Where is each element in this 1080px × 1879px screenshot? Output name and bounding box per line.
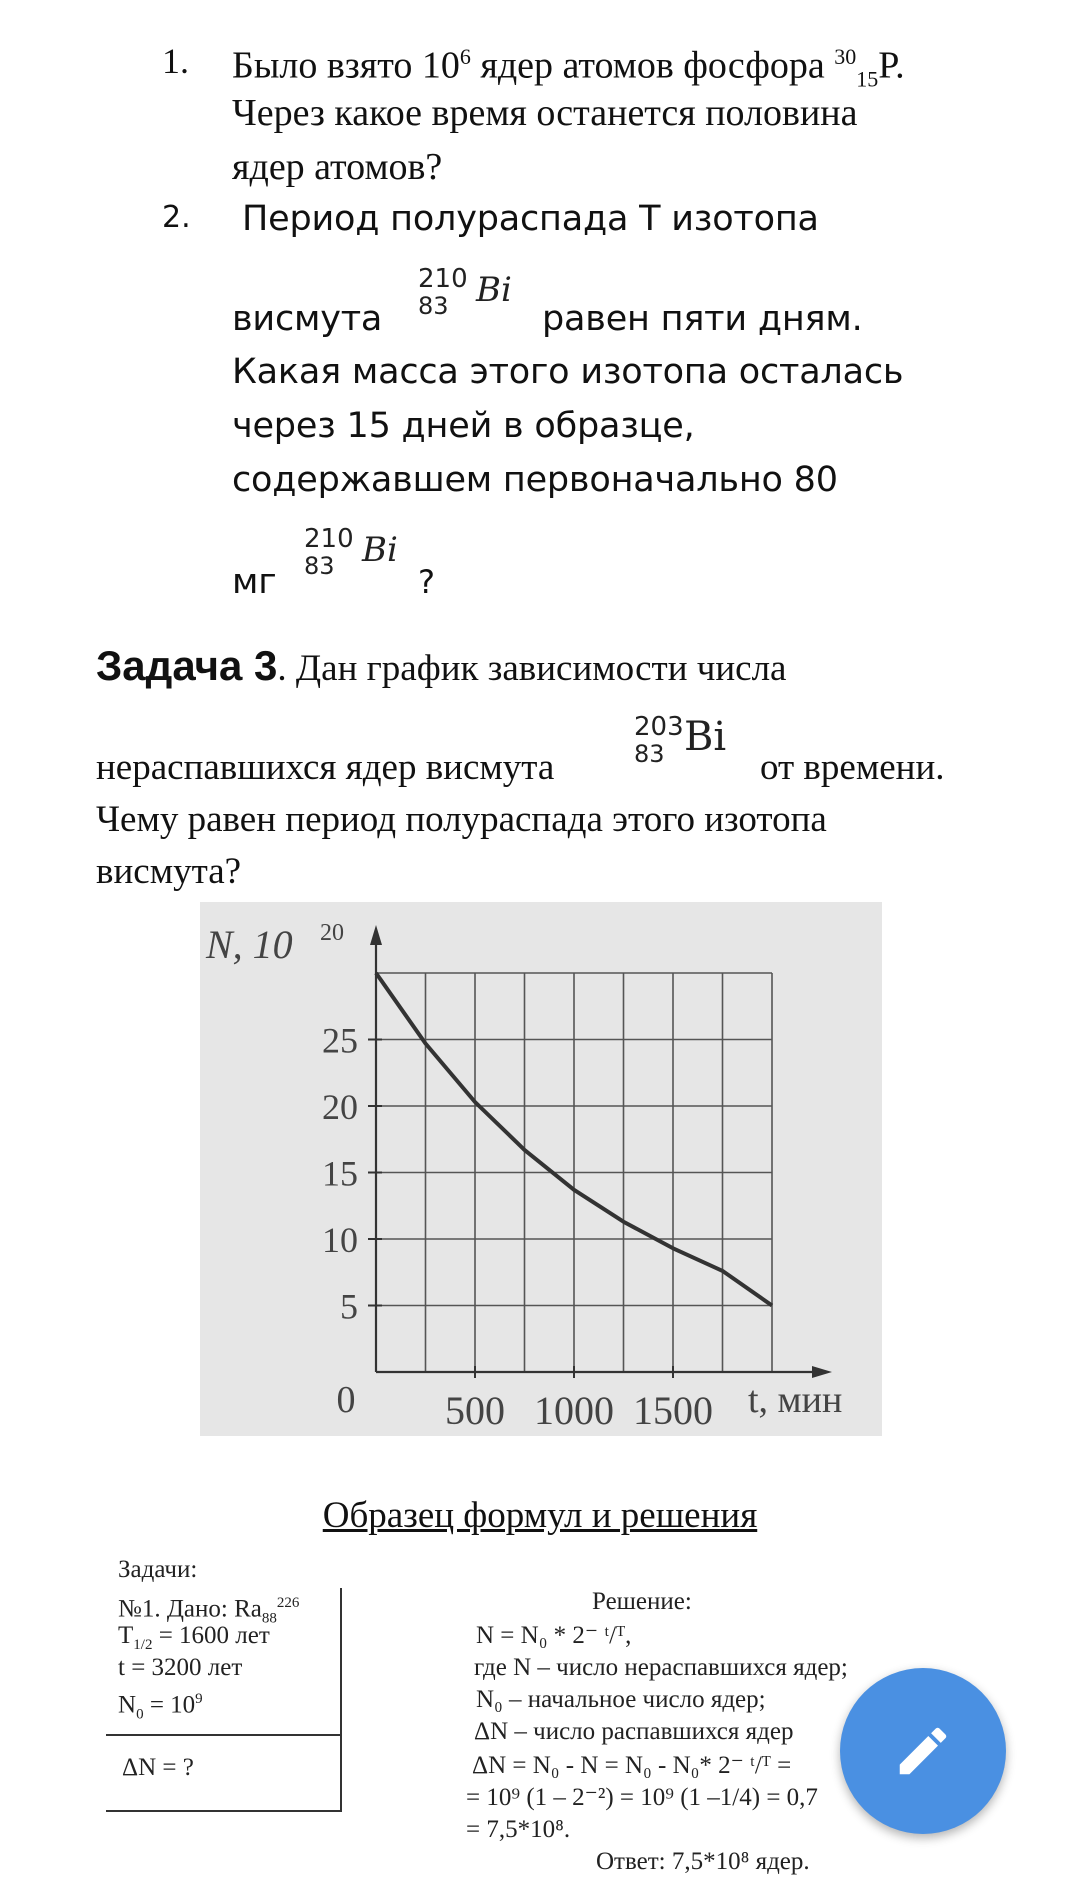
problem-2-line-6b: ? (418, 563, 435, 601)
x-axis-arrow (812, 1366, 832, 1378)
given-line-1-text: №1. Дано: Ra (118, 1595, 262, 1623)
solution-line-2: где N – число нераспавшихся ядер; (474, 1654, 848, 1681)
n0-exp: 9 (195, 1691, 203, 1707)
y-axis-label: N, 10 (206, 922, 293, 967)
given-divider-bottom (106, 1810, 342, 1812)
problem-1-line-3: ядер атомов? (232, 146, 443, 188)
isotope-bi-210 (418, 264, 518, 334)
origin-label: 0 (336, 1379, 356, 1421)
x-tick-label: 500 (445, 1388, 505, 1433)
solution-line-3: N₀ – начальное число ядер; (476, 1686, 766, 1713)
phosphorus-atomic: 15 (856, 66, 879, 92)
task-3-line-1 (96, 640, 786, 695)
ra-mass: 226 (276, 1595, 300, 1611)
solution-line-6: = 10⁹ (1 – 2⁻²) = 10⁹ (1 –1/4) = 0,7 (466, 1784, 818, 1811)
isotope-mass: 210 (418, 264, 468, 294)
isotope-mass: 203 (634, 712, 684, 742)
solution-line-7: = 7,5*10⁸. (466, 1816, 571, 1843)
problem-1-exp: 6 (459, 44, 471, 69)
task-3-line-4: висмута? (96, 851, 242, 892)
x-axis-label: t, мин (748, 1379, 843, 1421)
y-tick-label: 20 (322, 1087, 358, 1127)
task-3-line-2b: от времени. (760, 747, 945, 788)
ra-atomic: 88 (261, 1610, 277, 1627)
given-line-2-t: T (118, 1622, 134, 1649)
isotope-symbol: Bi (476, 270, 512, 310)
list-number-2: 2. (162, 200, 191, 235)
task-3-text-1: . Дан график зависимости числа (277, 648, 787, 689)
x-tick-label: 1000 (534, 1388, 614, 1433)
problem-1-text-a: Было взято 10 (232, 44, 460, 87)
solution-answer: Ответ: 7,5*10⁸ ядер. (596, 1848, 810, 1875)
problem-1-line-2: Через какое время останется половина (232, 92, 858, 134)
isotope-atomic: 83 (418, 292, 449, 320)
given-line-3: t = 3200 лет (118, 1654, 243, 1681)
given-line-4-rest: = 10 (143, 1691, 196, 1719)
isotope-symbol: Bi (684, 714, 727, 760)
list-number-1: 1. (162, 41, 189, 81)
problem-2-line-6a: мг (232, 562, 277, 602)
solution-heading: Решение: (592, 1588, 692, 1615)
problem-1-text-b: ядер атомов фосфора (470, 44, 835, 87)
problem-2-line-5: содержавшем первоначально 80 (232, 460, 838, 500)
problem-2-line-1: Период полураспада T изотопа (242, 199, 819, 239)
x-tick-label: 1500 (633, 1388, 713, 1433)
half-life-sub: 1/2 (133, 1637, 153, 1653)
y-tick-label: 10 (322, 1220, 358, 1260)
given-heading: Задачи: (118, 1556, 198, 1583)
problem-2-line-2b: равен пяти дням. (542, 299, 863, 339)
solution-line-4: ΔN – число распавшихся ядер (474, 1718, 794, 1745)
chart-svg (200, 902, 882, 1436)
problem-2-line-4: через 15 дней в образце, (232, 406, 695, 446)
pencil-icon (892, 1720, 954, 1782)
decay-chart (200, 902, 882, 1436)
given-line-2-rest: = 1600 лет (152, 1622, 270, 1649)
problem-2-line-3: Какая масса этого изотопа осталась (232, 352, 904, 392)
n0-sub: 0 (136, 1706, 144, 1723)
y-tick-label: 25 (322, 1020, 358, 1061)
y-axis-arrow (370, 925, 382, 945)
task-3-label: Задача 3 (96, 642, 278, 689)
isotope-symbol: Bi (362, 530, 398, 570)
isotope-atomic: 83 (634, 740, 665, 768)
y-tick-label: 15 (322, 1153, 358, 1194)
solution-line-1: N = N₀ * 2⁻ ᵗ/ᵀ, (476, 1622, 632, 1649)
phosphorus-symbol: P. (878, 44, 905, 87)
y-axis-label-exponent: 20 (320, 920, 344, 946)
given-line-4 (118, 1684, 203, 1730)
sample-title: Образец формул и решения (322, 1495, 758, 1536)
solution-line-5: ΔN = N₀ - N = N₀ - N₀* 2⁻ ᵗ/ᵀ = (472, 1752, 792, 1779)
isotope-bi-210-second (304, 524, 404, 594)
given-divider-horizontal (106, 1734, 342, 1736)
isotope-mass: 210 (304, 524, 354, 554)
problem-2-line-2a: висмута (232, 299, 383, 339)
task-3-line-3: Чему равен период полураспада этого изотопа (96, 799, 827, 840)
isotope-bi-203 (634, 712, 744, 782)
given-line-4-n: N (118, 1691, 137, 1719)
task-3-line-2a: нераспавшихся ядер висмута (96, 747, 555, 788)
given-find: ΔN = ? (122, 1754, 194, 1781)
phosphorus-mass: 30 (834, 44, 857, 69)
given-divider-vertical (340, 1588, 342, 1812)
isotope-atomic: 83 (304, 552, 335, 580)
y-tick-label: 5 (340, 1286, 358, 1327)
edit-fab-button[interactable] (840, 1668, 1006, 1834)
